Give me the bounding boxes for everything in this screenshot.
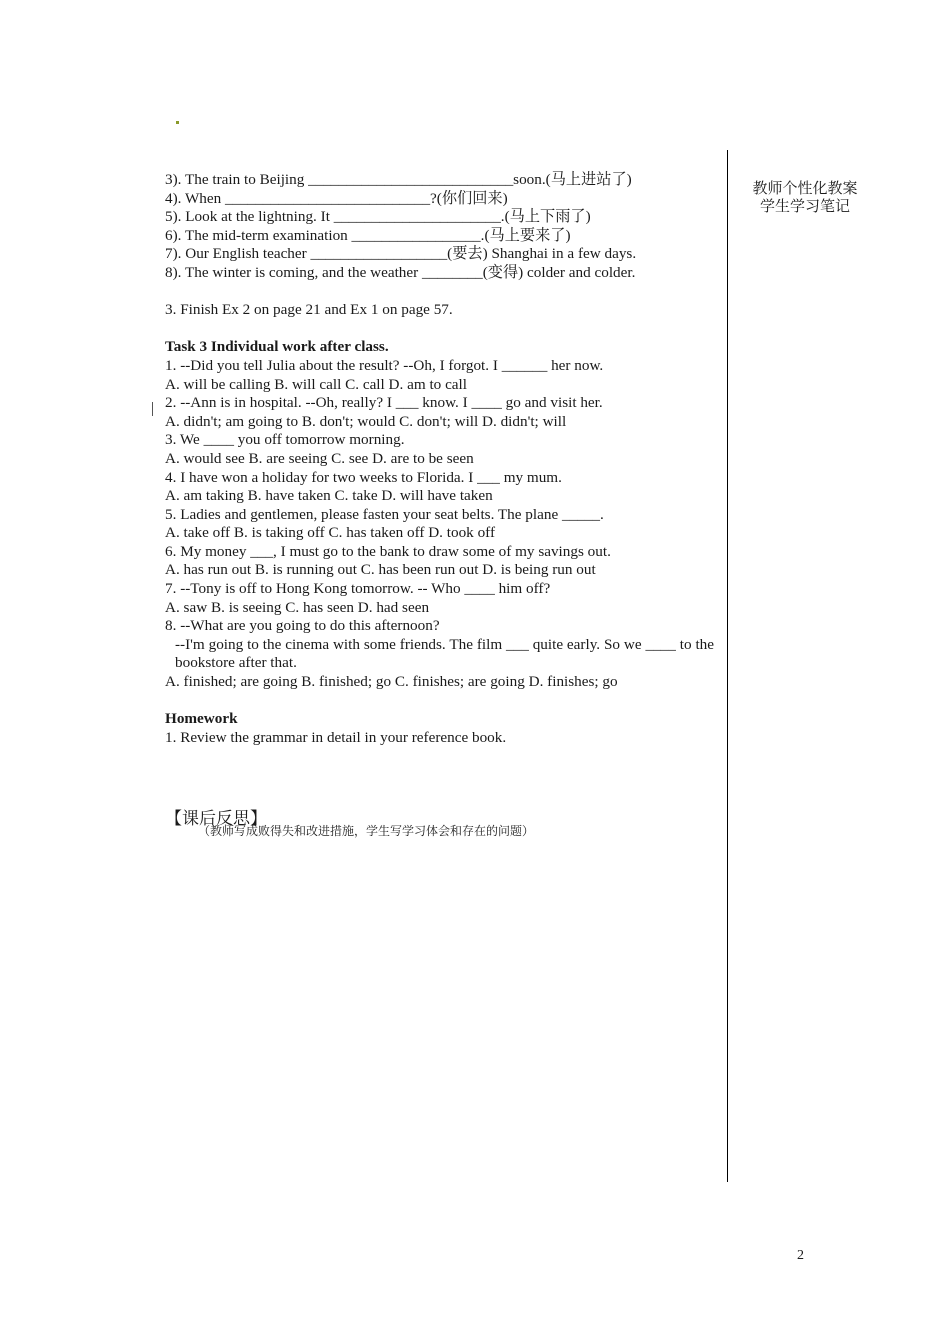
page-number: 2: [797, 1248, 804, 1263]
question-7-options: A. saw B. is seeing C. has seen D. had seen: [165, 598, 430, 616]
side-note-line-1: 教师个性化教案: [752, 179, 858, 197]
exercise-line: 4). When ___________________________?(你们回来): [165, 189, 508, 207]
reflection-title: 【课后反思】: [165, 809, 267, 829]
question-4: 4. I have won a holiday for two weeks to Florida. I ___ my mum.: [165, 468, 562, 486]
question-7: 7. --Tony is off to Hong Kong tomorrow. -- Who ____ him off?: [165, 580, 551, 598]
question-8-reply: --I'm going to the cinema with some friends. The film ___ quite early. So we ____ to the bookstore after that.: [175, 635, 714, 672]
question-3: 3. We ____ you off tomorrow morning.: [165, 431, 405, 449]
homework-item: 1. Review the grammar in detail in your reference book.: [165, 728, 507, 746]
question-5-options: A. take off B. is taking off C. has taken off D. took off: [165, 524, 496, 542]
homework-heading: Homework: [165, 710, 238, 728]
reflection-note: （教师写成败得失和改进措施，学生写学习体会和存在的问题）: [198, 824, 535, 838]
exercise-line: 8). The winter is coming, and the weather ________(变得) colder and colder.: [165, 263, 636, 281]
question-4-options: A. am taking B. have taken C. take D. will have taken: [165, 487, 493, 505]
worksheet-body: [165, 171, 714, 747]
question-5: 5. Ladies and gentlemen, please fasten your seat belts. The plane _____.: [165, 505, 604, 523]
exercise-line: 5). Look at the lightning. It ______________________.(马上下雨了): [165, 208, 591, 226]
column-divider: [727, 150, 728, 1182]
side-note-line-2: 学生学习笔记: [759, 197, 850, 215]
question-2-options: A. didn't; am going to B. don't; would C. don't; will D. didn't; will: [165, 412, 567, 430]
question-1-options: A. will be calling B. will call C. call D. am to call: [165, 375, 467, 393]
margin-mark: [152, 402, 153, 416]
question-1: 1. --Did you tell Julia about the result? --Oh, I forgot. I ______ her now.: [165, 356, 604, 374]
stray-mark: [176, 121, 179, 124]
question-2: 2. --Ann is in hospital. --Oh, really? I ___ know. I ____ go and visit her.: [165, 394, 603, 412]
question-8-options: A. finished; are going B. finished; go C. finishes; are going D. finishes; go: [165, 673, 618, 691]
question-3-options: A. would see B. are seeing C. see D. are to be seen: [165, 449, 474, 467]
task-heading: Task 3 Individual work after class.: [165, 338, 389, 356]
question-8: 8. --What are you going to do this afternoon?: [165, 617, 440, 635]
question-6-options: A. has run out B. is running out C. has been run out D. is being run out: [165, 561, 596, 579]
exercise-line: 7). Our English teacher __________________(要去) Shanghai in a few days.: [165, 245, 637, 263]
side-note: [740, 179, 870, 215]
instruction-line: 3. Finish Ex 2 on page 21 and Ex 1 on page 57.: [165, 301, 453, 319]
exercise-line: 6). The mid-term examination _________________.(马上要来了): [165, 226, 571, 244]
exercise-line: 3). The train to Beijing ___________________________soon.(马上进站了): [165, 171, 632, 188]
question-6: 6. My money ___, I must go to the bank to draw some of my savings out.: [165, 542, 611, 560]
